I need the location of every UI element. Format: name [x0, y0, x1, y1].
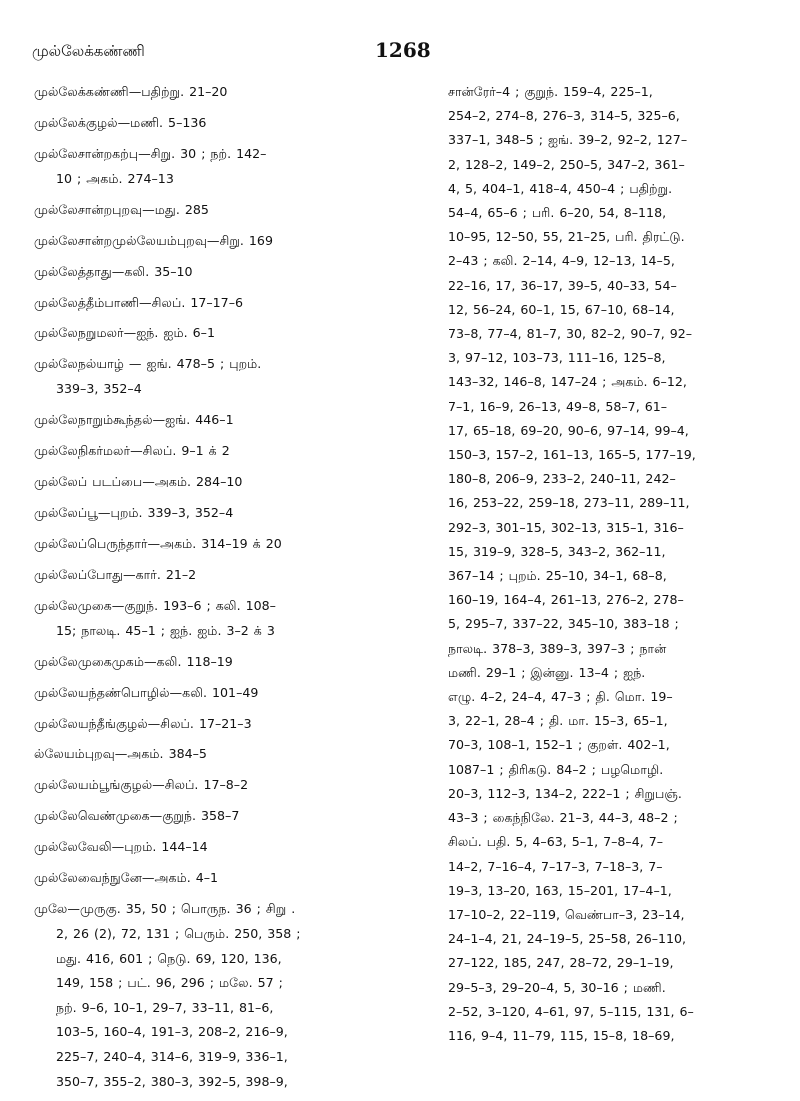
continuation-line: 150–3, 157–2, 161–13, 165–5, 177–19, [448, 447, 696, 463]
continuation-line: 2–52, 3–120, 4–61, 97, 5–115, 131, 6– [448, 1003, 694, 1019]
continuation-line: 3, 22–1, 28–4 ; தி. மா. 15–3, 65–1, [448, 713, 668, 729]
index-entry: முல்லேத்தாது—கலி. 35–10 [34, 263, 193, 279]
continuation-line: மணி. 29–1 ; இன்னு. 13–4 ; ஐந். [448, 664, 646, 680]
continuation-line: 10–95, 12–50, 55, 21–25, பரி. திரட்டு. [448, 229, 685, 245]
index-entry: முல்லேசான்றமுல்லேயம்புறவு—சிறு. 169 [34, 232, 273, 248]
continuation-line: 143–32, 146–8, 147–24 ; அகம். 6–12, [448, 374, 687, 390]
continuation-line: 160–19, 164–4, 261–13, 276–2, 278– [448, 592, 684, 608]
index-entry: முல்லேசான்றபுறவு—மது. 285 [34, 201, 209, 217]
running-head: முல்லேக்கண்ணி [32, 42, 145, 60]
continuation-line: 5, 295–7, 337–22, 345–10, 383–18 ; [448, 616, 679, 632]
continuation-line: 1087–1 ; திரிகடு. 84–2 ; பழமொழி. [448, 761, 664, 777]
index-entry: முல்லேயந்தீங்குழல்—சிலப். 17–21–3 [34, 715, 252, 731]
continuation-line: 17–10–2, 22–119, வெண்பா–3, 23–14, [448, 906, 685, 922]
index-entry: முல்லேநல்யாழ் — ஐங். 478–5 ; புறம். 339–3, 352–4 [34, 356, 262, 397]
continuation-line: 116, 9–4, 11–79, 115, 15–8, 18–69, [448, 1027, 675, 1043]
index-entry: முலே—முருகு. 35, 50 ; பொருந. 36 ; சிறு . 2, 26 (2), 72, 131 ; பெரும். 250, 358 ; மது. 416, 601 ; நெடு. 69, 120, 136, 149, 158 ; பட். 96, 296 ; மலே. 57 ; நற். 9–6, 10–1, 29–7, 33–11, 81–6, 103–5, 160–4, 191–3, 208–2, 216–9, 225–7, 240–4, 314–6, 319–9, 336–1, 350–7, 355–2, 380–3, 392–5, 398–9, [34, 901, 301, 1089]
right-column [448, 80, 760, 1048]
index-entry: முல்லேசான்றகற்பு—சிறு. 30 ; நற். 142– 10 ; அகம். 274–13 [34, 145, 267, 186]
continuation-line: 16, 253–22, 259–18, 273–11, 289–11, [448, 495, 690, 511]
continuation-line: 2–43 ; கலி. 2–14, 4–9, 12–13, 14–5, [448, 253, 675, 269]
continuation-line: 367–14 ; புறம். 25–10, 34–1, 68–8, [448, 568, 667, 584]
continuation-line: 20–3, 112–3, 134–2, 222–1 ; சிறுபஞ். [448, 785, 682, 801]
continuation-line: 24–1–4, 21, 24–19–5, 25–58, 26–110, [448, 931, 687, 947]
index-entry: முல்லேநறுமலர்—ஐந். ஐம். 6–1 [34, 325, 215, 341]
continuation-line: 15, 319–9, 328–5, 343–2, 362–11, [448, 543, 666, 559]
index-entry: முல்லேப்பெருந்தார்—அகம். 314–19 க் 20 [34, 535, 282, 551]
page-number: 1268 [375, 38, 431, 62]
continuation-line: 22–16, 17, 36–17, 39–5, 40–33, 54– [448, 277, 677, 293]
continuation-line: 27–122, 185, 247, 28–72, 29–1–19, [448, 955, 674, 971]
index-entry: முல்லேநாறும்கூந்தல்—ஐங். 446–1 [34, 412, 234, 428]
continuation-line: 337–1, 348–5 ; ஐங். 39–2, 92–2, 127– [448, 132, 688, 148]
index-entry: முல்லேவேலி—புறம். 144–14 [34, 839, 208, 855]
continuation-line: 70–3, 108–1, 152–1 ; குறள். 402–1, [448, 737, 670, 753]
index-entry: முல்லேத்தீம்பாணி—சிலப். 17–17–6 [34, 294, 243, 310]
continuation-line: நாலடி. 378–3, 389–3, 397–3 ; நான் [448, 640, 667, 656]
index-entry: முல்லேப்பூ—புறம். 339–3, 352–4 [34, 505, 234, 520]
continuation-line: 2, 128–2, 149–2, 250–5, 347–2, 361– [448, 156, 685, 172]
index-entry: முல்லேவைந்நுனே—அகம். 4–1 [34, 870, 219, 886]
continuation-line: 7–1, 16–9, 26–13, 49–8, 58–7, 61– [448, 398, 668, 414]
index-entry: முல்லேப் படப்பை—அகம். 284–10 [34, 474, 243, 490]
index-entry: முல்லேக்குழல்—மணி. 5–136 [34, 114, 207, 130]
index-entry: முல்லேயந்தண்பொழில்—கலி. 101–49 [34, 684, 259, 700]
index-entry: முல்லேமுகைமுகம்—கலி. 118–19 [34, 653, 233, 669]
continuation-line: 180–8, 206–9, 233–2, 240–11, 242– [448, 471, 676, 487]
continuation-line: 43–3 ; கைந்நிலே. 21–3, 44–3, 48–2 ; [448, 810, 678, 826]
index-entry: முல்லேயம்பூங்குழல்—சிலப். 17–8–2 [34, 777, 249, 793]
continuation-line: 19–3, 13–20, 163, 15–201, 17–4–1, [448, 882, 672, 898]
continuation-line: சிலப். பதி. 5, 4–63, 5–1, 7–8–4, 7– [448, 834, 664, 850]
continuation-line: 4, 5, 404–1, 418–4, 450–4 ; பதிற்று. [448, 180, 673, 196]
index-entry: முல்லேப்போது—கார். 21–2 [34, 566, 197, 582]
continuation-line: 29–5–3, 29–20–4, 5, 30–16 ; மணி. [448, 979, 666, 995]
index-entry: ல்லேயம்புறவு—அகம். 384–5 [34, 746, 207, 762]
continuation-line: 54–4, 65–6 ; பரி. 6–20, 54, 8–118, [448, 205, 667, 221]
index-entry: முல்லேமுகை—குறுந். 193–6 ; கலி. 108– 15; நாலடி. 45–1 ; ஐந். ஐம். 3–2 க் 3 [34, 597, 276, 638]
continuation-line: 292–3, 301–15, 302–13, 315–1, 316– [448, 519, 684, 535]
continuation-line: 12, 56–24, 60–1, 15, 67–10, 68–14, [448, 301, 675, 317]
continuation-line: சான்ரேர்–4 ; குறுந். 159–4, 225–1, [448, 84, 653, 99]
index-entry: முல்லேநிகர்மலர்—சிலப். 9–1 க் 2 [34, 443, 230, 459]
left-column [34, 80, 412, 1101]
index-entry: முல்லேவெண்முகை—குறுந். 358–7 [34, 808, 240, 824]
index-entry: முல்லேக்கண்ணி—பதிற்று. 21–20 [34, 84, 228, 99]
continuation-line: 3, 97–12, 103–73, 111–16, 125–8, [448, 350, 666, 366]
continuation-line: 254–2, 274–8, 276–3, 314–5, 325–6, [448, 108, 680, 124]
continuation-line: 73–8, 77–4, 81–7, 30, 82–2, 90–7, 92– [448, 326, 693, 342]
continuation-line: 14–2, 7–16–4, 7–17–3, 7–18–3, 7– [448, 858, 663, 874]
continuation-line: எழு. 4–2, 24–4, 47–3 ; தி. மொ. 19– [448, 689, 673, 705]
continuation-line: 17, 65–18, 69–20, 90–6, 97–14, 99–4, [448, 422, 689, 438]
